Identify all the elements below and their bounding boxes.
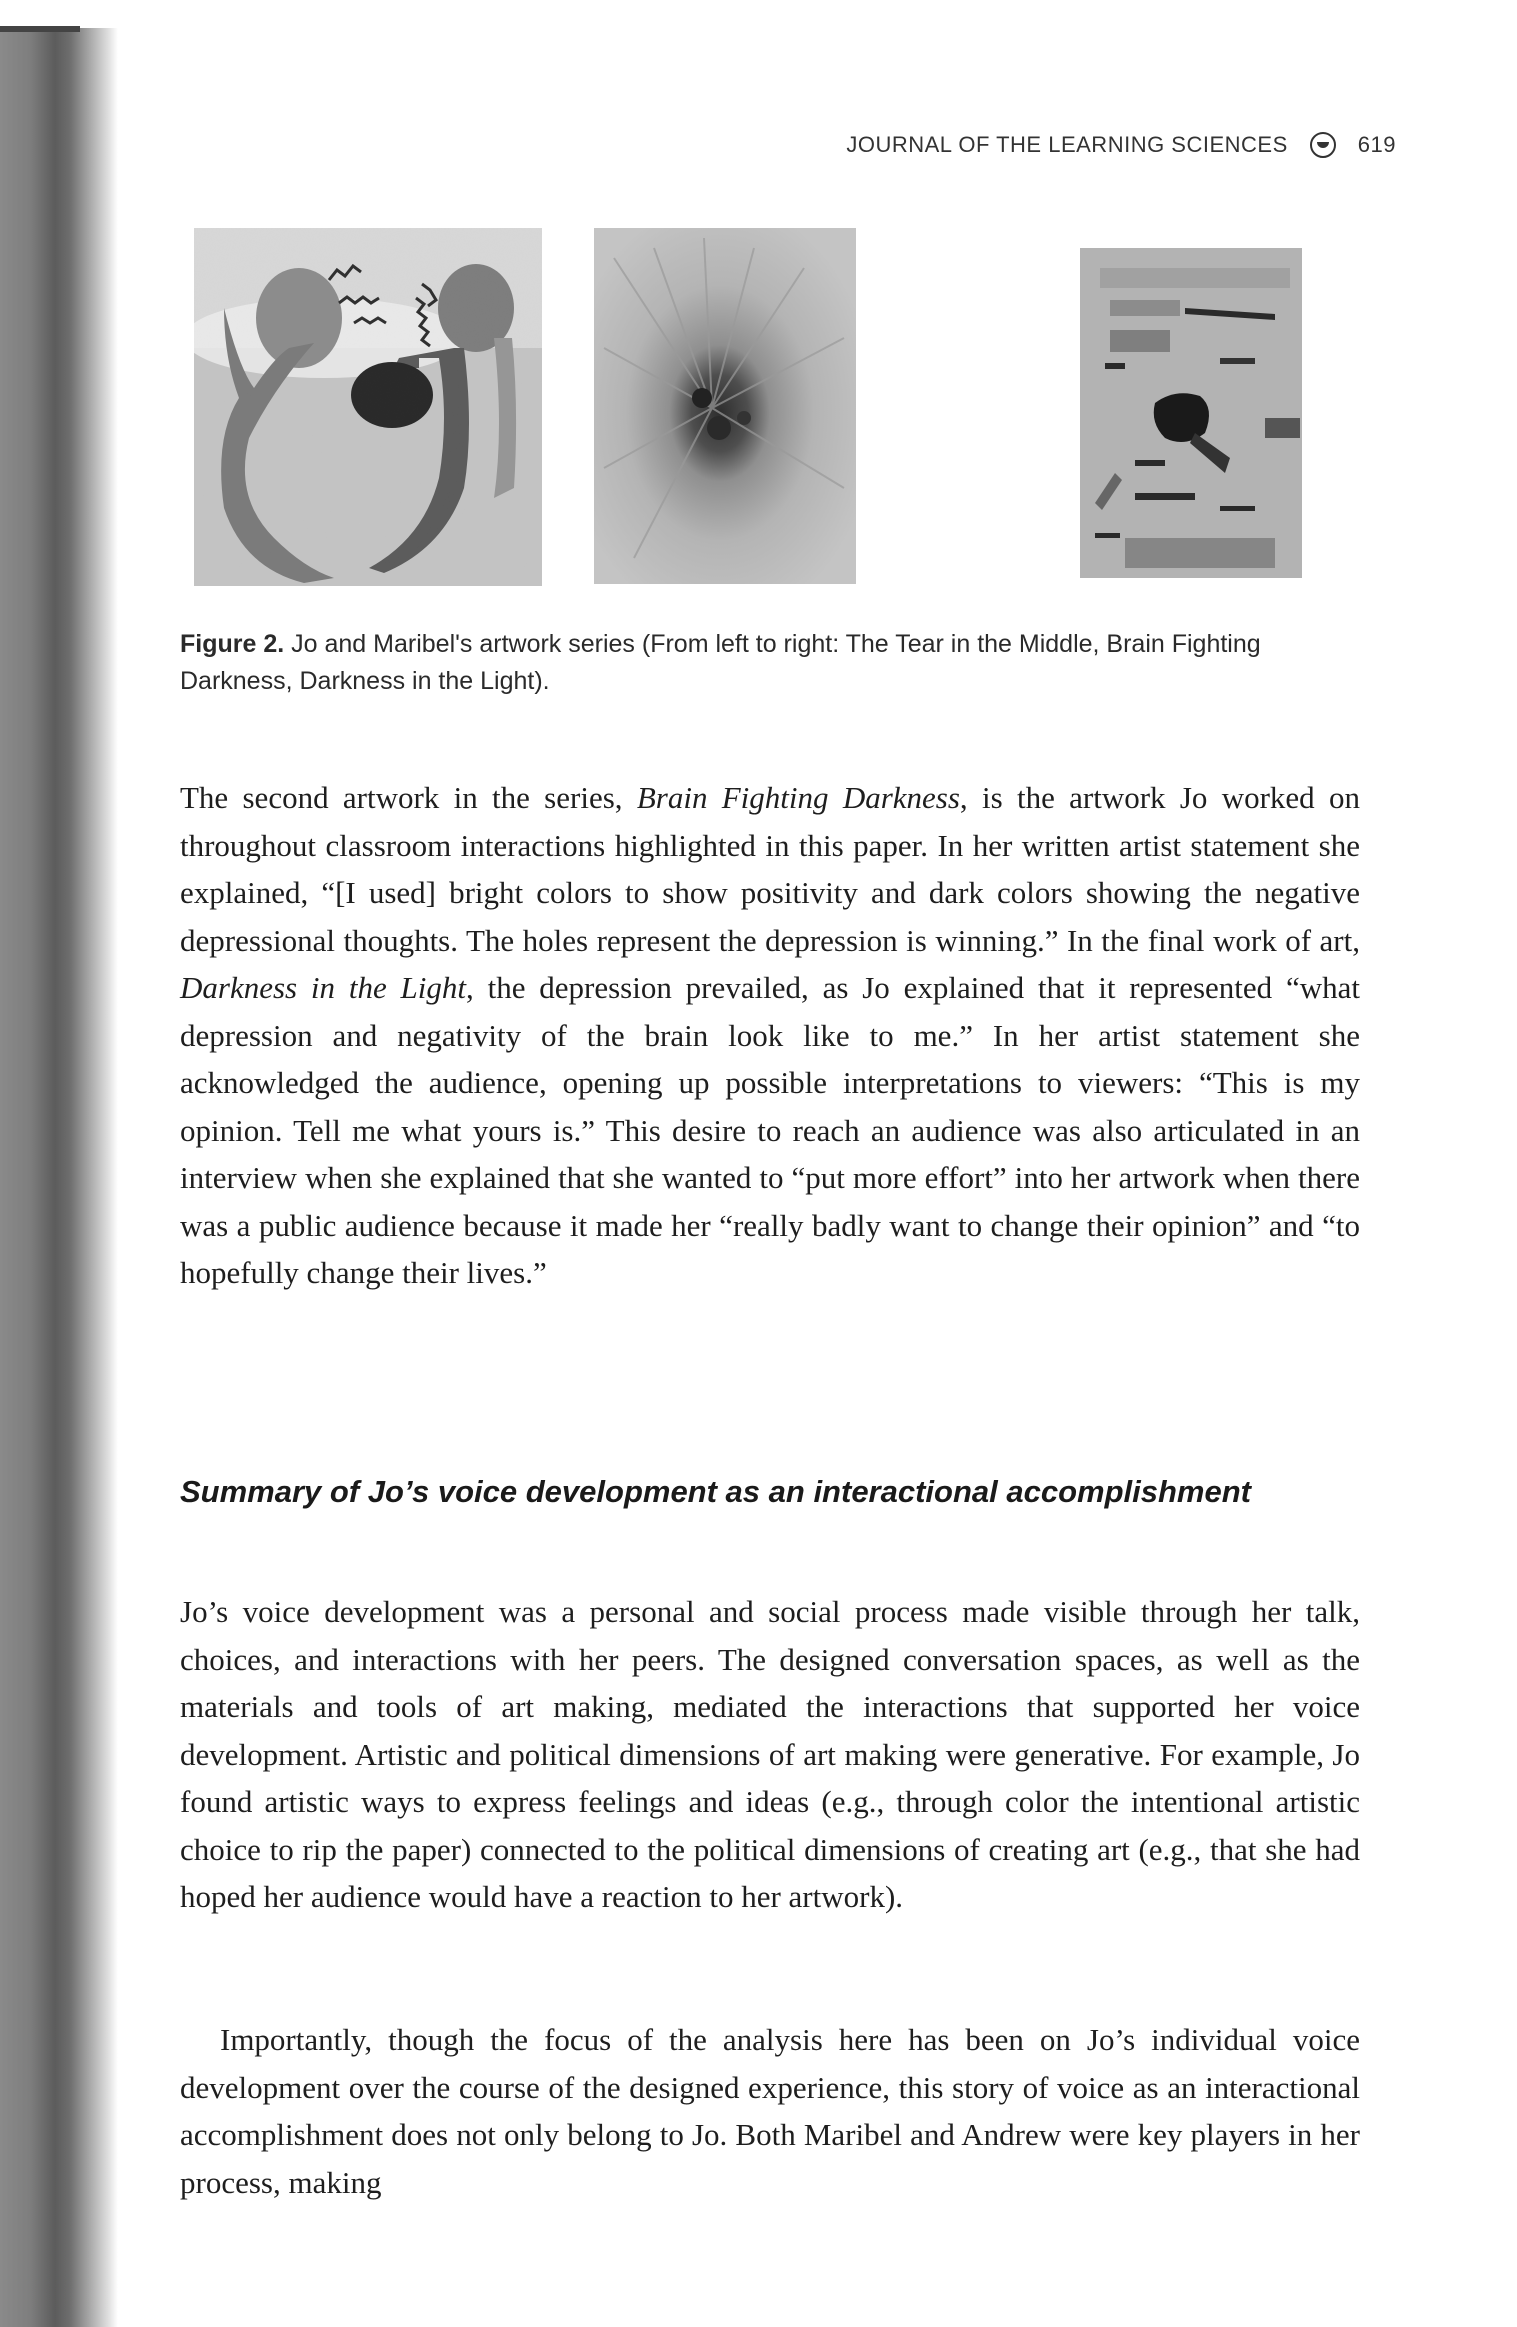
page-number: 619 bbox=[1357, 132, 1396, 157]
paragraph-2: Jo’s voice development was a personal and social process made visible through her talk, choices, and interactions with her peers. The designed conversation spaces, as well as the materials and tools of art making, mediated the interactions that supported her voice development. Artistic and political dimensions of art making were generative. For example, Jo found artistic ways to express feelings and ideas (e.g., through color the intentional artistic choice to rip the paper) connected to the political dimensions of creating art (e.g., that she had hoped her audience would have a reaction to her artwork). bbox=[180, 1594, 1360, 1914]
figure-2 bbox=[194, 228, 1352, 588]
book-binding-shadow bbox=[0, 28, 118, 2327]
artwork-title-italic: Brain Fighting Darkness bbox=[636, 780, 960, 815]
publisher-logo-icon bbox=[1310, 132, 1336, 158]
text-run: , the depression prevailed, as Jo explained that it represented “what depression and negativity of the brain look like to me.” In her artist statement she acknowledged the audience, opening up possible interpretations to viewers: “This is my opinion. Tell me what yours is.” This desire to reach an audience was also articulated in an interview when she explained that she wanted to “put more effort” into her artwork when there was a public audience because it made her “really badly want to change their opinion” and “to hopefully change their lives.” bbox=[180, 970, 1360, 1290]
text-run: The second artwork in the series, bbox=[180, 780, 637, 815]
journal-title: JOURNAL OF THE LEARNING SCIENCES bbox=[846, 132, 1288, 157]
artwork-tear-in-the-middle bbox=[194, 228, 542, 586]
section-heading: Summary of Jo’s voice development as an interactional accomplishment bbox=[180, 1474, 1251, 1509]
running-head bbox=[716, 132, 1396, 158]
text-run: , is the artwork Jo worked on throughout classroom interactions highlighted in this paper. In her written artist statement she explained, “[I used] bright colors to show positivity and dark colors showing the negative depressional thoughts. The holes represent the depression is winning.” In the final work of art, bbox=[180, 780, 1360, 958]
artwork-title-italic: Darkness in the Light bbox=[180, 970, 467, 1005]
paragraph-3: Importantly, though the focus of the analysis here has been on Jo’s individual voice development over the course of the designed experience, this story of voice as an interactional accomplishment does not only belong to Jo. Both Maribel and Andrew were key players in her process, making bbox=[180, 2022, 1360, 2200]
binding-edge bbox=[0, 26, 80, 32]
artwork-brain-fighting-darkness bbox=[594, 228, 856, 584]
figure-caption bbox=[180, 626, 1360, 700]
figure-caption-text: Jo and Maribel's artwork series (From left to right: The Tear in the Middle, Brain Fighting Darkness, Darkness in the Light). bbox=[180, 630, 1261, 695]
artwork-darkness-in-the-light bbox=[1080, 248, 1302, 578]
figure-label: Figure 2. bbox=[180, 630, 285, 658]
paragraph-1 bbox=[180, 774, 1360, 1297]
